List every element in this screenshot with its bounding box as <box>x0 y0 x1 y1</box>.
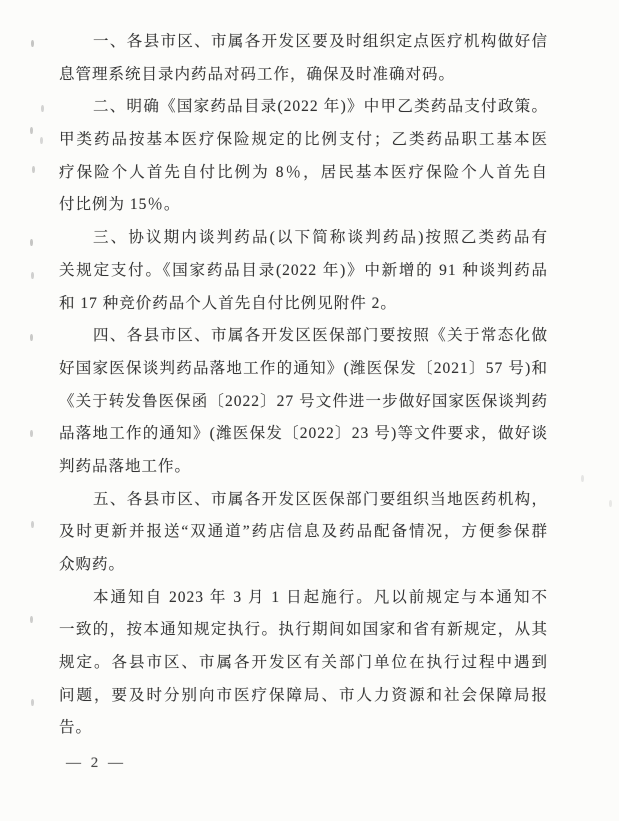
text-line: 三、协议期内谈判药品(以下简称谈判药品)按照乙类药品有 <box>93 229 548 247</box>
text-line: 和 17 种竞价药品个人首先自付比例见附件 2。 <box>59 294 397 312</box>
paragraph <box>59 484 548 582</box>
text-line: 问题，要及时分别向市医疗保障局、市人力资源和社会保障局报 <box>59 686 548 704</box>
text-line: 疗保险个人首先自付比例为 8％，居民基本医疗保险个人首先自 <box>59 163 548 181</box>
text-line: 判药品落地工作。 <box>59 457 192 475</box>
text-line: 二、明确《国家药品目录(2022 年)》中甲乙类药品支付政策。 <box>93 98 548 116</box>
text-line: 规定。各县市区、市属各开发区有关部门单位在执行过程中遇到 <box>59 654 548 672</box>
text-line: 付比例为 15％。 <box>59 196 181 214</box>
text-line: 一、各县市区、市属各开发区要及时组织定点医疗机构做好信 <box>93 33 548 50</box>
text-line: 一致的，按本通知规定执行。执行期间如国家和省有新规定，从其 <box>59 621 548 639</box>
text-line: 众购药。 <box>59 556 126 573</box>
text-line: 告。 <box>59 719 93 737</box>
paragraph <box>59 222 548 320</box>
text-line: 《关于转发鲁医保函〔2022〕27 号文件进一步做好国家医保谈判药 <box>59 392 548 410</box>
page-number: — 2 — <box>66 755 126 771</box>
text-line: 关规定支付。《国家药品目录(2022 年)》中新增的 91 种谈判药品 <box>59 261 548 279</box>
text-line: 甲类药品按基本医疗保险规定的比例支付；乙类药品职工基本医 <box>59 131 548 149</box>
paragraph <box>59 26 548 91</box>
text-line: 息管理系统目录内药品对码工作，确保及时准确对码。 <box>59 65 456 83</box>
paragraph <box>59 582 548 745</box>
text-line: 及时更新并报送“双通道”药店信息及药品配备情况，方便参保群 <box>59 523 548 541</box>
text-line: 四、各县市区、市属各开发区医保部门要按照《关于常态化做 <box>93 327 548 345</box>
text-line: 好国家医保谈判药品落地工作的通知》(潍医保发〔2021〕57 号)和 <box>59 359 548 377</box>
paragraph <box>59 320 548 483</box>
text-line: 五、各县市区、市属各开发区医保部门要组织当地医药机构， <box>93 490 548 508</box>
scan-speck-marks <box>0 0 3 7</box>
text-line: 本通知自 2023 年 3 月 1 日起施行。凡以前规定与本通知不 <box>93 588 548 606</box>
text-line: 品落地工作的通知》(潍医保发〔2022〕23 号)等文件要求，做好谈 <box>59 425 548 443</box>
paragraph <box>59 91 548 222</box>
document-body <box>59 26 548 745</box>
